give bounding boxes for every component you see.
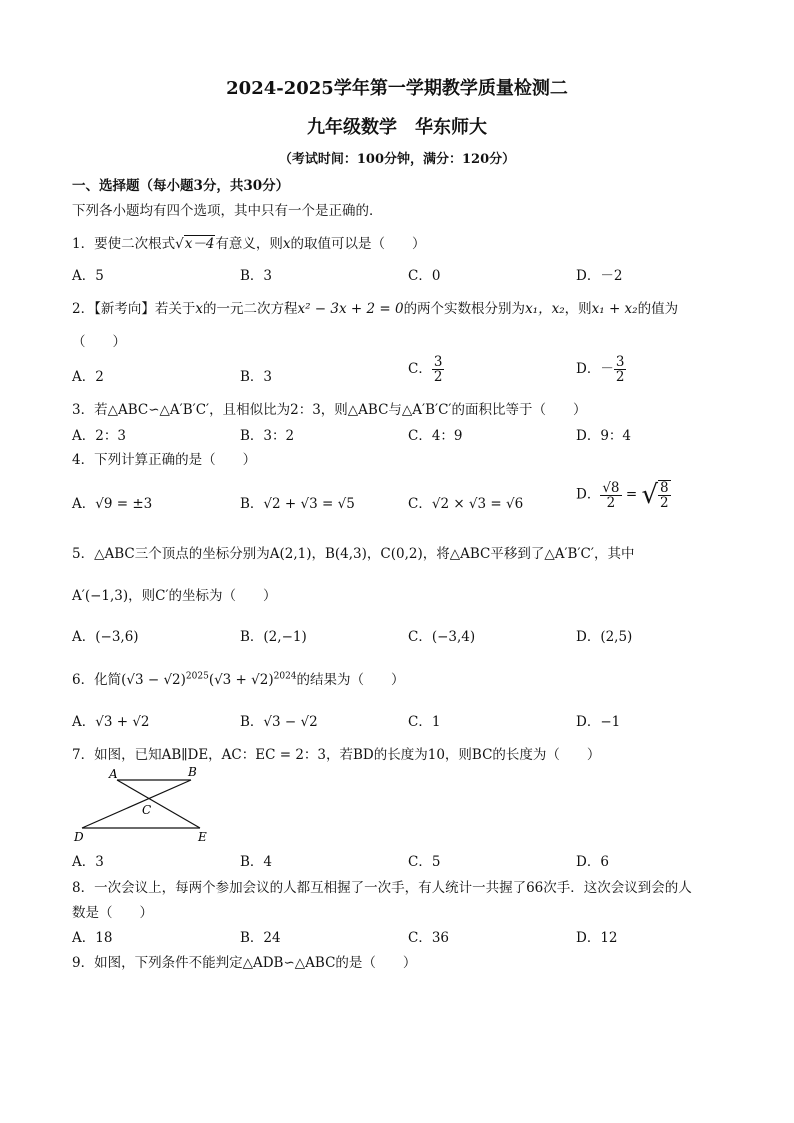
exam-info: （考试时间：100分钟，满分：120分） — [278, 152, 516, 167]
question-4 — [72, 448, 256, 468]
option-expression: √2 × √3 = √6 — [431, 496, 524, 512]
fraction-denominator: 2 — [615, 369, 625, 386]
option-label: C． — [408, 361, 432, 378]
option-c: C．5 — [408, 854, 441, 870]
question-8-line-1 — [72, 876, 692, 896]
question-number: 1． — [72, 236, 95, 252]
question-number: 9． — [72, 955, 95, 971]
option-a: A．√3 + √2 — [72, 714, 150, 730]
variable: x — [195, 301, 203, 317]
option-c — [408, 492, 523, 512]
question-text: 下列计算正确的是（ ） — [94, 452, 257, 468]
roots-sum: x₁ + x₂ — [591, 301, 638, 317]
fraction — [432, 355, 445, 384]
option-b: B．3 — [240, 369, 273, 385]
label-d: D — [74, 830, 84, 844]
label-e: E — [198, 830, 207, 844]
exam-title: 2024-2025学年第一学期教学质量检测二 — [226, 78, 568, 99]
question-number: 6． — [72, 672, 95, 688]
section-heading: 一、选择题（每小题3分，共30分） — [72, 178, 290, 194]
exponent: 2024 — [273, 671, 297, 682]
radical-sign: √ — [175, 236, 184, 252]
variable: x — [282, 236, 291, 252]
option-d — [576, 480, 671, 510]
question-number: 5． — [72, 546, 95, 562]
option-d: D．－2 — [576, 268, 623, 284]
question-5-line-2: A′(−1,3)，则C′的坐标为（ ） — [72, 588, 277, 604]
equals-sign: = — [621, 486, 642, 503]
section-instruction: 下列各小题均有四个选项，其中只有一个是正确的． — [72, 203, 383, 219]
option-expression: √2 + √3 = √5 — [263, 496, 355, 512]
segment-ae — [117, 780, 200, 828]
question-text: 若△ABC∽△A′B′C′，且相似比为2：3，则△ABC与△A′B′C′的面积比等于（ ） — [94, 402, 587, 418]
expression: (√3 + √2) — [208, 672, 274, 688]
label-b: B — [188, 765, 197, 779]
fraction-left — [600, 481, 621, 510]
option-b: B．(2,−1) — [240, 629, 307, 645]
question-text: 有意义，则 — [215, 236, 283, 252]
question-3 — [72, 398, 587, 418]
option-c: C．(−3,4) — [408, 629, 476, 645]
exponent: 2025 — [185, 671, 209, 682]
question-1 — [72, 232, 426, 252]
option-c: C．1 — [408, 714, 441, 730]
equation: x² − 3x + 2 = 0 — [297, 301, 404, 317]
option-b: B．24 — [240, 930, 281, 946]
option-b: B．3：2 — [240, 428, 295, 444]
question-text: 的值为 — [637, 301, 679, 317]
fraction-numerator: √8 — [602, 479, 620, 496]
question-text: 要使二次根式 — [94, 236, 176, 252]
label-a: A — [109, 767, 118, 781]
question-number: 2． — [72, 301, 95, 317]
question-text: 的取值可以是（ ） — [290, 236, 426, 252]
option-a: A．18 — [72, 930, 113, 946]
fraction-denominator: 2 — [606, 494, 616, 511]
option-b: B．3 — [240, 268, 273, 284]
label-c: C — [142, 803, 152, 817]
exam-subtitle: 九年级数学 华东师大 — [307, 117, 487, 138]
option-d — [576, 355, 626, 384]
question-text: 一次会议上，每两个参加会议的人都互相握了一次手，有人统计一共握了66次手．这次会议到会的人 — [94, 880, 692, 896]
figure-q7 — [72, 764, 222, 846]
question-number: 4． — [72, 452, 95, 468]
expression: (√3 − √2) — [121, 672, 186, 688]
question-text: ，则 — [564, 301, 592, 317]
option-expression: √9 = ±3 — [95, 496, 153, 512]
segment-bd — [82, 780, 191, 828]
option-a: A．(−3,6) — [72, 629, 139, 645]
option-label: C． — [408, 496, 432, 512]
option-a: A．2 — [72, 369, 104, 385]
fraction — [614, 355, 627, 384]
option-d: D．12 — [576, 930, 618, 946]
option-a: A．2：3 — [72, 428, 126, 444]
option-a — [72, 492, 152, 512]
question-text: 如图，已知AB∥DE，AC：EC = 2：3，若BD的长度为10，则BC的长度为（ ） — [94, 747, 601, 763]
fraction-denominator: 2 — [433, 369, 443, 386]
option-a: A．5 — [72, 268, 104, 284]
option-b: B．4 — [240, 854, 273, 870]
fraction-numerator: 3 — [433, 354, 443, 370]
question-2 — [72, 297, 678, 317]
question-9 — [72, 951, 416, 971]
question-text: 【新考向】若关于 — [94, 301, 196, 317]
option-d: D．−1 — [576, 714, 621, 730]
fraction-right — [658, 480, 671, 510]
question-text: 如图，下列条件不能判定△ADB∽△ABC的是（ ） — [94, 955, 417, 971]
question-8-line-2: 数是（ ） — [72, 905, 153, 921]
radical-sign: √ — [641, 480, 659, 511]
question-text: 的结果为（ ） — [296, 672, 405, 688]
question-7 — [72, 743, 600, 763]
option-b — [240, 492, 355, 512]
question-6 — [72, 668, 405, 688]
question-text: △ABC三个顶点的坐标分别为A(2,1)，B(4,3)，C(0,2)，将△ABC平移到了△A′B′C′，其中 — [94, 546, 635, 562]
option-d: D．9：4 — [576, 428, 632, 444]
option-b: B．√3 − √2 — [240, 714, 318, 730]
option-label: D． — [576, 486, 601, 503]
answer-paren: （ ） — [72, 334, 126, 350]
option-c: C．36 — [408, 930, 450, 946]
option-c: C．4：9 — [408, 428, 463, 444]
radicand: x－4 — [184, 236, 215, 252]
option-label: D．－ — [576, 361, 614, 378]
question-text: 的一元二次方程 — [202, 301, 298, 317]
option-d: D．6 — [576, 854, 609, 870]
question-number: 8． — [72, 880, 95, 896]
question-5-line-1 — [72, 542, 634, 562]
option-label: B． — [240, 496, 264, 512]
option-a: A．3 — [72, 854, 104, 870]
question-text: 的两个实数根分别为 — [403, 301, 526, 317]
fraction-numerator: 8 — [660, 480, 669, 496]
question-number: 3． — [72, 402, 95, 418]
option-label: A． — [72, 496, 96, 512]
question-text: 化简 — [94, 672, 122, 688]
option-d: D．(2,5) — [576, 629, 633, 645]
option-c: C．0 — [408, 268, 441, 284]
roots: x₁，x₂ — [525, 301, 565, 317]
option-c — [408, 355, 444, 384]
fraction-numerator: 3 — [615, 354, 625, 370]
fraction-denominator: 2 — [660, 495, 669, 512]
question-number: 7． — [72, 747, 95, 763]
